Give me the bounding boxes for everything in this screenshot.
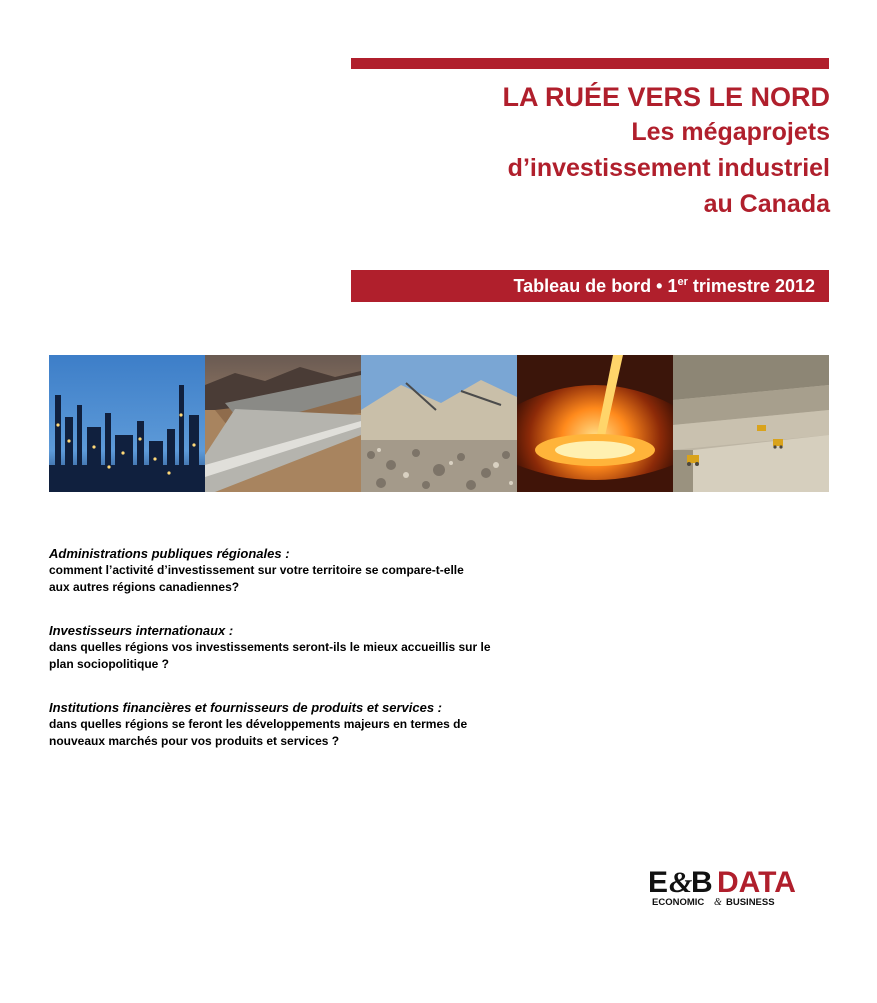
question-text: dans quelles régions vos investissements seront-ils le mieux accueillis sur le (49, 640, 491, 654)
dashboard-label-prefix: Tableau de bord • 1 (513, 276, 678, 296)
logo-tagline-business: BUSINESS (726, 897, 775, 908)
logo-tagline-amp: & (714, 897, 722, 908)
logo-data: DATA (717, 866, 796, 899)
title-block (350, 80, 830, 222)
quarry-photo (361, 355, 517, 492)
logo-letter-b: B (691, 866, 713, 899)
dashboard-label-suffix: trimestre 2012 (687, 276, 815, 296)
question-financial-institutions (49, 699, 609, 750)
logo-letter-e: E (648, 866, 669, 899)
question-international-investors (49, 622, 609, 673)
pipeline-photo (205, 355, 361, 492)
question-text: comment l’activité d’investissement sur votre territoire se compare-t-elle (49, 563, 464, 577)
question-text: nouveaux marchés pour vos produits et services ? (49, 734, 340, 748)
question-text: dans quelles régions se feront les développements majeurs en termes de (49, 717, 468, 731)
report-title: LA RUÉE VERS LE NORD (502, 82, 830, 112)
question-regional-administrations (49, 545, 609, 596)
logo-ampersand: & (669, 866, 693, 899)
eb-data-logo (648, 862, 830, 908)
dashboard-label-superscript: er (677, 276, 688, 288)
refinery-photo (49, 355, 205, 492)
question-text: plan sociopolitique ? (49, 657, 169, 671)
question-text: aux autres régions canadiennes? (49, 580, 240, 594)
report-subtitle-line-1: Les mégaprojets (631, 118, 830, 146)
question-heading: Investisseurs internationaux : (49, 623, 234, 638)
molten-metal-photo (517, 355, 673, 492)
open-pit-mine-photo (673, 355, 829, 492)
dashboard-banner (351, 270, 829, 302)
question-heading: Administrations publiques régionales : (49, 546, 290, 561)
report-subtitle-line-2: d’investissement industriel (507, 154, 830, 182)
top-accent-bar (351, 58, 829, 69)
question-heading: Institutions financières et fournisseurs de produits et services : (49, 700, 442, 715)
logo-tagline-economic: ECONOMIC (652, 897, 705, 908)
photo-strip (49, 355, 829, 492)
report-subtitle-line-3: au Canada (703, 190, 830, 218)
